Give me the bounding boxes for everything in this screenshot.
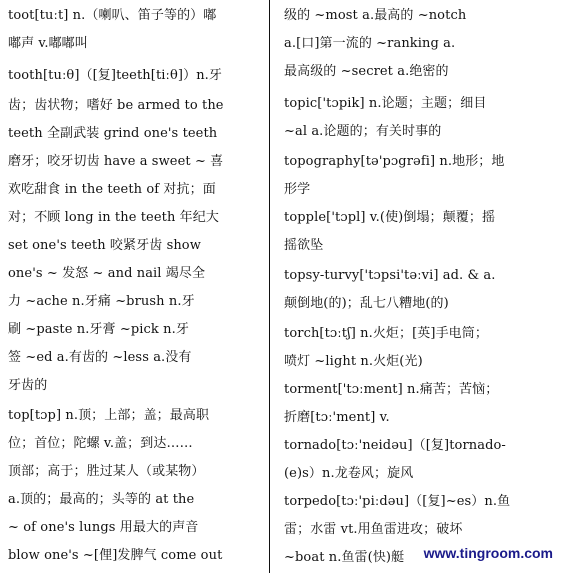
right-column: [284, 0, 556, 573]
text-line: (e)s）n.龙卷风；旋风: [284, 466, 414, 481]
text-line: 位；首位；陀螺 v.盖；到达……: [8, 436, 193, 451]
text-line: ~boat n.鱼雷(快)艇: [284, 550, 405, 565]
text-line: topic['tɔpik] n.论题；主题；细目: [284, 96, 487, 111]
text-line: torch[tɔːtʃ] n.火炬；[英]手电筒；: [284, 326, 488, 341]
text-line: torpedo[tɔː'piːdəu]（[复]~es）n.鱼: [284, 494, 511, 509]
text-line: 对；不顾 long in the teeth 年纪大: [8, 210, 219, 225]
text-line: 雷；水雷 vt.用鱼雷进攻；破坏: [284, 522, 463, 537]
text-line: 颠倒地(的)；乱七八糟地(的): [284, 296, 449, 311]
text-line: torment['tɔːment] n.痛苦；苦恼；: [284, 382, 499, 397]
text-line: 牙齿的: [8, 378, 48, 393]
text-line: 欢吃甜食 in the teeth of 对抗；面: [8, 182, 216, 197]
text-line: tornado[tɔː'neidəu]（[复]tornado-: [284, 438, 506, 453]
text-line: 折磨[tɔː'ment] v.: [284, 410, 390, 425]
text-line: topsy-turvy['tɔpsi'təːvi] ad. & a.: [284, 268, 496, 283]
text-line: teeth 全副武装 grind one's teeth: [8, 126, 218, 141]
text-line: top[tɔp] n.顶；上部；盖；最高职: [8, 408, 210, 423]
text-line: topple['tɔpl] v.(使)倒塌；颠覆；摇: [284, 210, 496, 225]
text-line: blow one's ~[俚]发脾气 come out: [8, 548, 223, 563]
text-line: set one's teeth 咬紧牙齿 show: [8, 238, 201, 253]
text-line: 级的 ~most a.最高的 ~notch: [284, 8, 467, 23]
text-line: ~ of one's lungs 用最大的声音: [8, 520, 199, 535]
text-line: 喷灯 ~light n.火炬(光): [284, 354, 423, 369]
site-watermark: www.tingroom.com: [421, 545, 556, 561]
text-line: 摇欲坠: [284, 238, 324, 253]
text-line: 签 ~ed a.有齿的 ~less a.没有: [8, 350, 192, 365]
text-line: a.[口]第一流的 ~ranking a.: [284, 36, 456, 51]
column-divider: [269, 0, 270, 573]
text-line: 形学: [284, 182, 311, 197]
text-line: toot[tuːt] n.（喇叭、笛子等的）嘟: [8, 8, 217, 23]
text-line: 最高级的 ~secret a.绝密的: [284, 64, 449, 79]
text-line: 磨牙；咬牙切齿 have a sweet ~ 喜: [8, 154, 224, 169]
text-line: a.顶的；最高的；头等的 at the: [8, 492, 195, 507]
text-line: 嘟声 v.嘟嘟叫: [8, 36, 88, 51]
text-line: topography[tə'pɔgrəfi] n.地形；地: [284, 154, 505, 169]
left-column: [8, 0, 262, 573]
text-line: 顶部；高于；胜过某人（或某物）: [8, 464, 205, 479]
text-line: 刷 ~paste n.牙膏 ~pick n.牙: [8, 322, 189, 337]
text-line: 力 ~ache n.牙痛 ~brush n.牙: [8, 294, 195, 309]
text-line: tooth[tuːθ]（[复]teeth[tiːθ]）n.牙: [8, 68, 223, 83]
text-line: ~al a.论题的；有关时事的: [284, 124, 442, 139]
text-line: one's ~ 发怒 ~ and nail 竭尽全: [8, 266, 206, 281]
text-line: 齿；齿状物；嗜好 be armed to the: [8, 98, 224, 113]
